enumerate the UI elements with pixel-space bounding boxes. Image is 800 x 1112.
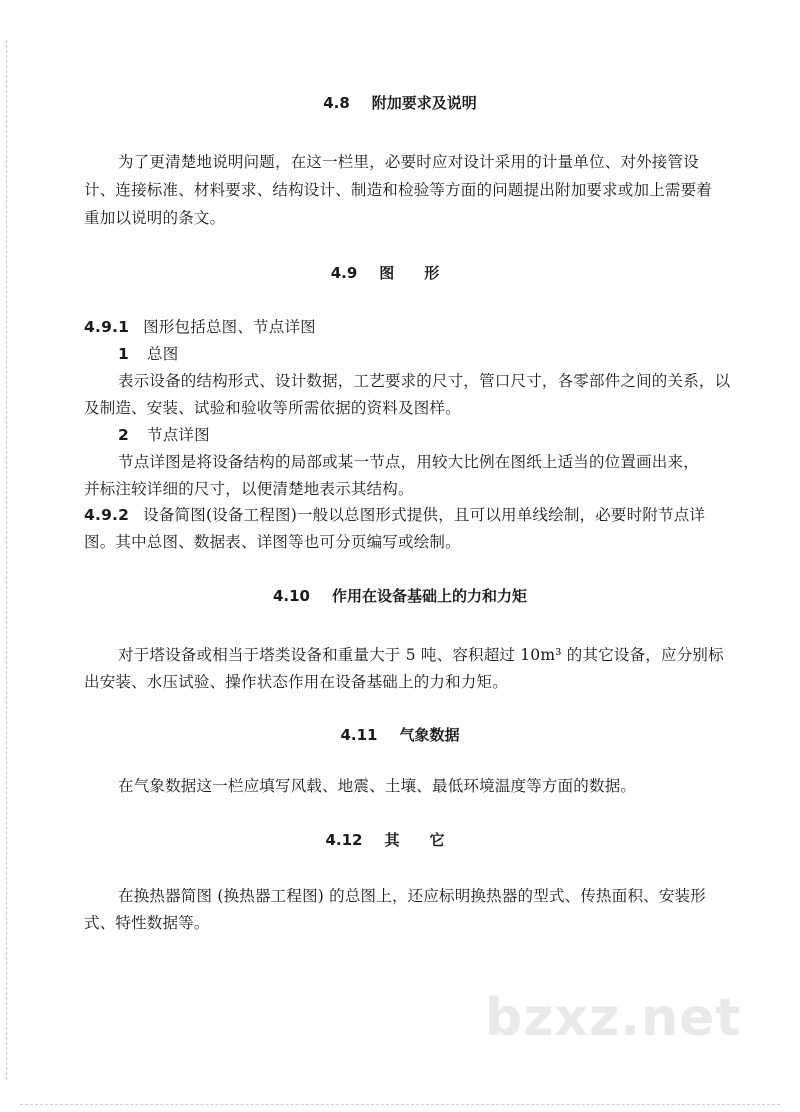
section-number: 4.10 — [272, 587, 310, 605]
item-text: 总图 — [147, 345, 179, 363]
clause-text: 图形包括总图、节点详图 — [143, 318, 316, 336]
section-title: 附加要求及说明 — [371, 94, 477, 112]
item-number: 2 — [118, 426, 129, 444]
section-heading-4-12 — [0, 829, 800, 850]
clause-4-9-2 — [84, 503, 705, 525]
section-heading-4-8 — [0, 92, 800, 113]
clause-4-9-1 — [84, 315, 316, 337]
section-heading-4-9 — [0, 262, 800, 283]
paragraph-line: 及制造、安装、试验和验收等所需依据的资料及图样。 — [84, 399, 461, 417]
paragraph-line: 并标注较详细的尺寸，以便清楚地表示其结构。 — [84, 480, 414, 498]
section-title: 作用在设备基础上的力和力矩 — [332, 587, 528, 605]
paragraph-line: 图。其中总图、数据表、详图等也可分页编写或绘制。 — [84, 533, 461, 551]
clause-text: 设备简图(设备工程图)一般以总图形式提供，且可以用单线绘制，必要时附节点详 — [143, 506, 706, 524]
clause-number: 4.9.2 — [84, 506, 130, 524]
section-number: 4.9 — [330, 264, 358, 282]
item-2 — [118, 423, 210, 445]
section-title: 气象数据 — [399, 726, 460, 744]
paragraph-line: 为了更清楚地说明问题，在这一栏里，必要时应对设计采用的计量单位、对外接管设 — [118, 153, 699, 171]
scan-edge-left — [6, 40, 8, 1080]
item-1 — [118, 342, 178, 364]
section-number: 4.8 — [323, 94, 350, 112]
section-number: 4.11 — [340, 726, 378, 744]
paragraph-line: 节点详图是将设备结构的局部或某一节点，用较大比例在图纸上适当的位置画出来， — [118, 453, 699, 471]
section-heading-4-10 — [0, 585, 800, 606]
paragraph-line: 重加以说明的条文。 — [84, 209, 226, 227]
section-title: 其它 — [384, 831, 475, 849]
scan-edge-bottom — [20, 1104, 780, 1106]
section-number: 4.12 — [325, 831, 363, 849]
item-number: 1 — [118, 345, 129, 363]
section-title: 图形 — [379, 264, 470, 282]
item-text: 节点详图 — [147, 426, 210, 444]
clause-number: 4.9.1 — [84, 318, 130, 336]
section-heading-4-11 — [0, 724, 800, 745]
paragraph-line: 计、连接标准、材料要求、结构设计、制造和检验等方面的问题提出附加要求或加上需要着 — [84, 181, 713, 199]
watermark: bzxz.net — [485, 988, 742, 1048]
paragraph-line: 表示设备的结构形式、设计数据，工艺要求的尺寸，管口尺寸，各零部件之间的关系，以 — [118, 372, 731, 390]
paragraph-line: 对于塔设备或相当于塔类设备和重量大于 5 吨、容积超过 10m³ 的其它设备，应分别标 — [118, 646, 724, 664]
paragraph-line: 在气象数据这一栏应填写风载、地震、土壤、最低环境温度等方面的数据。 — [118, 777, 637, 795]
paragraph-line: 式、特性数据等。 — [84, 914, 210, 932]
paragraph-line: 在换热器简图 (换热器工程图) 的总图上，还应标明换热器的型式、传热面积、安装形 — [118, 887, 706, 905]
paragraph-line: 出安装、水压试验、操作状态作用在设备基础上的力和力矩。 — [84, 673, 508, 691]
